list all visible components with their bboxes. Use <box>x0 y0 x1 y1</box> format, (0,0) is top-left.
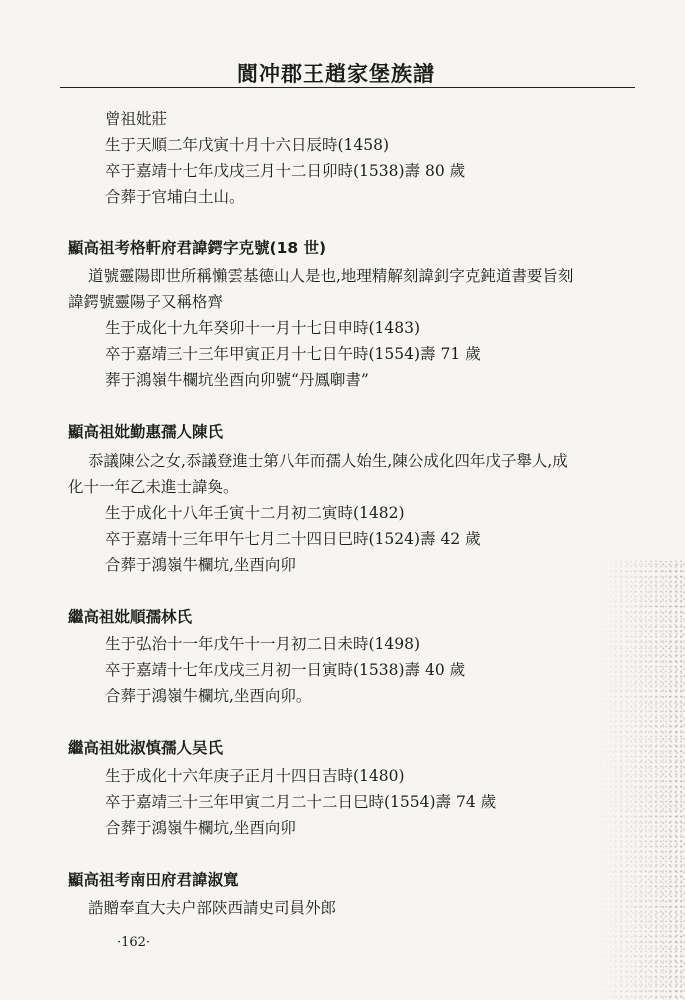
entry-0-line-1: 生于天順二年戊寅十月十六日辰時(1458) <box>105 136 390 154</box>
entry-0-line-0: 曾祖妣莊 <box>105 110 168 128</box>
scan-noise <box>595 560 685 1000</box>
entry-4-line-1: 卒于嘉靖三十三年甲寅二月二十二日巳時(1554)壽 74 歲 <box>105 793 497 811</box>
entry-1-line-2: 生于成化十九年癸卯十一月十七日申時(1483) <box>105 319 421 337</box>
entry-1-line-4: 葬于鴻嶺牛欄坑坐酉向卯號“丹鳳啣書” <box>105 371 369 389</box>
entry-1-line-3: 卒于嘉靖三十三年甲寅正月十七日午時(1554)壽 71 歲 <box>105 345 481 363</box>
entry-3-heading: 繼高祖妣順孺林氏 <box>68 608 193 626</box>
page-number: ·162· <box>117 935 151 950</box>
entry-1-heading: 顯高祖考格軒府君諱鍔字克號(18 世) <box>68 239 327 257</box>
header-title: 閬冲郡王趙家堡族譜 <box>237 62 435 86</box>
entry-1-line-0: 道號靈陽即世所稱懶雲基德山人是也,地理精解刻諱釗字克鈍道書要旨刻 <box>88 267 574 285</box>
entry-2-line-2: 生于成化十八年壬寅十二月初二寅時(1482) <box>105 504 405 522</box>
entry-5-line-0: 誥贈奉直大夫户部陝西請史司員外郎 <box>88 899 337 917</box>
entry-2-heading: 顯高祖妣勤惠孺人陳氏 <box>68 423 224 441</box>
entry-2-line-1: 化十一年乙未進士諱奐。 <box>68 478 239 496</box>
entry-0-line-3: 合葬于官埔白土山。 <box>105 188 245 206</box>
entry-1-line-1: 諱鍔號靈陽子又稱格齊 <box>68 293 224 311</box>
page-header <box>60 54 640 94</box>
entry-3-line-2: 合葬于鴻嶺牛欄坑,坐酉向卯。 <box>105 687 312 705</box>
entry-2-line-3: 卒于嘉靖十三年甲午七月二十四日巳時(1524)壽 42 歲 <box>105 530 481 548</box>
entry-5-heading: 顯高祖考南田府君諱淑寬 <box>68 871 239 889</box>
entry-3-line-0: 生于弘治十一年戊午十一月初二日未時(1498) <box>105 635 421 653</box>
entry-4-line-0: 生于成化十六年庚子正月十四日吉時(1480) <box>105 767 405 785</box>
entry-2-line-4: 合葬于鴻嶺牛欄坑,坐酉向卯 <box>105 556 296 574</box>
entry-3-line-1: 卒于嘉靖十七年戊戌三月初一日寅時(1538)壽 40 歲 <box>105 661 466 679</box>
entry-2-line-0: 忝議陳公之女,忝議登進士第八年而孺人始生,陳公成化四年戊子舉人,成 <box>88 452 568 470</box>
entry-4-heading: 繼高祖妣淑慎孺人吴氏 <box>68 739 224 757</box>
header-rule <box>60 87 635 88</box>
entry-4-line-2: 合葬于鴻嶺牛欄坑,坐酉向卯 <box>105 819 296 837</box>
entry-0-line-2: 卒于嘉靖十七年戊戌三月十二日卯時(1538)壽 80 歲 <box>105 162 466 180</box>
